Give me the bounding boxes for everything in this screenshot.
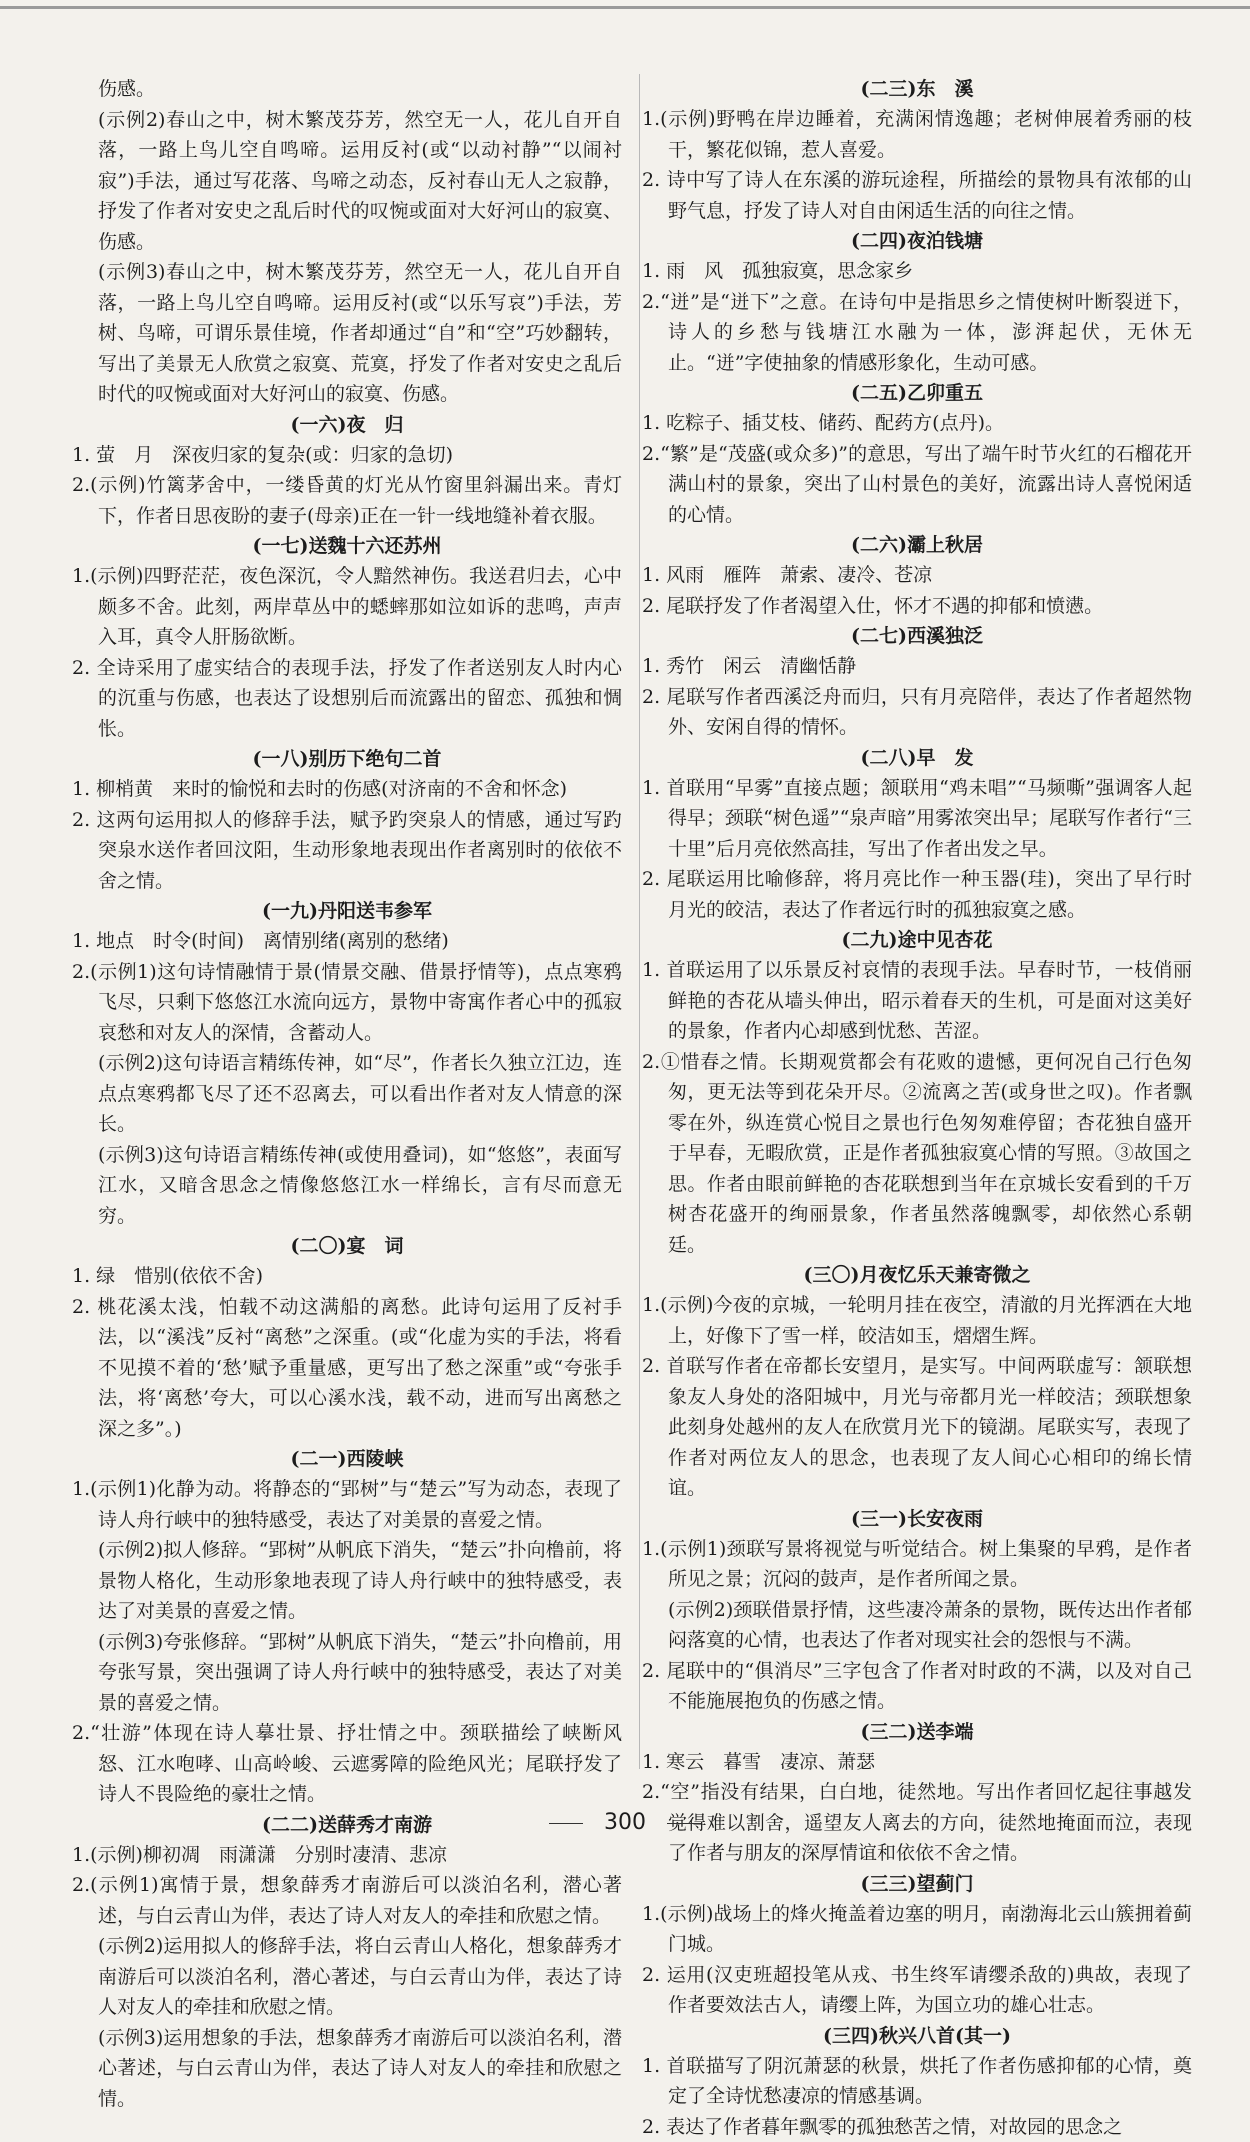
section-title: (三三)望蓟门 [642,1869,1192,1899]
answer-item: 2. 这两句运用拟人的修辞手法，赋予趵突泉人的情感，通过写趵突泉水送作者回汶阳，生动形象地表现出作者离别时的依依不舍之情。 [72,805,622,897]
answer-page [72,74,1192,1774]
answer-item: 1. 首联用“早雾”直接点题；颔联用“鸡未唱”“马频嘶”强调客人起得早；颈联“树色遥”“泉声暗”用雾浓突出早；尾联写作者行“三十里”后月亮依然高挂，写出了作者出发之早。 [642,773,1192,865]
answer-item: 1. 首联运用了以乐景反衬哀情的表现手法。早春时节，一枝俏丽鲜艳的杏花从墙头伸出，昭示着春天的生机，可是面对这美好的景象，作者内心却感到忧愁、苦涩。 [642,955,1192,1047]
section-title: (二八)早 发 [642,743,1192,773]
answer-item: 1. 风雨 雁阵 萧索、凄冷、苍凉 [642,560,1192,591]
answer-item: 1.(示例1)颈联写景将视觉与听觉结合。树上集聚的早鸦，是作者所见之景；沉闷的鼓声，是作者所闻之景。 [642,1534,1192,1595]
answer-item: 1. 寒云 暮雪 凄凉、萧瑟 [642,1747,1192,1778]
footer-dash-right [667,1823,701,1824]
answer-item: 2. 桃花溪太浅，怕载不动这满船的离愁。此诗句运用了反衬手法，以“溪浅”反衬“离愁”之深重。(或“化虚为实的手法，将看不见摸不着的‘愁’赋予重量感，更写出了愁之深重”或“夸张手法，将‘离愁’夸大，可以心溪水浅，载不动，进而写出离愁之深之多”。) [72,1292,622,1445]
answer-item: 2. 全诗采用了虚实结合的表现手法，抒发了作者送别友人时内心的沉重与伤感，也表达了设想别后而流露出的留恋、孤独和惆怅。 [72,653,622,745]
section-title: (二一)西陵峡 [72,1444,622,1474]
answer-item: 1. 地点 时令(时间) 离情别绪(离别的愁绪) [72,926,622,957]
section-title: (三四)秋兴八首(其一) [642,2021,1192,2051]
answer-item: 1. 雨 风 孤独寂寞，思念家乡 [642,256,1192,287]
top-rule [0,6,1250,9]
answer-item: 1. 首联描写了阴沉萧瑟的秋景，烘托了作者伤感抑郁的心情，奠定了全诗忧愁凄凉的情感基调。 [642,2051,1192,2112]
answer-example: (示例2)这句诗语言精练传神，如“尽”，作者长久独立江边，连点点寒鸦都飞尽了还不忍离去，可以看出作者对友人情意的深长。 [72,1048,622,1140]
answer-item: 1.(示例)今夜的京城，一轮明月挂在夜空，清澈的月光挥洒在大地上，好像下了雪一样，皎洁如玉，熠熠生辉。 [642,1290,1192,1351]
section-title: (二七)西溪独泛 [642,621,1192,651]
section-title: (二五)乙卯重五 [642,378,1192,408]
answer-item: 1. 绿 惜别(依依不舍) [72,1261,622,1292]
answer-item: 2. 表达了作者暮年飘零的孤独愁苦之情，对故园的思念之 [642,2112,1192,2142]
answer-item: 2. 尾联运用比喻修辞，将月亮比作一种玉器(珪)，突出了早行时月光的皎洁，表达了作者远行时的孤独寂寞之感。 [642,864,1192,925]
answer-item: 2.“繁”是“茂盛(或众多)”的意思，写出了端午时节火红的石榴花开满山村的景象，突出了山村景色的美好，流露出诗人喜悦闲适的心情。 [642,439,1192,531]
section-title: (一九)丹阳送韦参军 [72,896,622,926]
answer-example: (示例2)颈联借景抒情，这些凄冷萧条的景物，既传达出作者郁闷落寞的心情，也表达了作者对现实社会的怨恨与不满。 [642,1595,1192,1656]
answer-item: 2. 诗中写了诗人在东溪的游玩途程，所描绘的景物具有浓郁的山野气息，抒发了诗人对自由闲适生活的向往之情。 [642,165,1192,226]
answer-item: 1. 秀竹 闲云 清幽恬静 [642,651,1192,682]
answer-item: 1. 萤 月 深夜归家的复杂(或：归家的急切) [72,440,622,471]
section-title: (二四)夜泊钱塘 [642,226,1192,256]
answer-example: (示例3)运用想象的手法，想象薛秀才南游后可以淡泊名利，潜心著述，与白云青山为伴，表达了诗人对友人的牵挂和欣慰之情。 [72,2023,622,2115]
answer-example: (示例2)运用拟人的修辞手法，将白云青山人格化，想象薛秀才南游后可以淡泊名利，潜心著述，与白云青山为伴，表达了诗人对友人的牵挂和欣慰之情。 [72,1931,622,2023]
answer-item: 1.(示例)四野茫茫，夜色深沉，令人黯然神伤。我送君归去，心中颇多不舍。此刻，两岸草丛中的蟋蟀那如泣如诉的悲鸣，声声入耳，真令人肝肠欲断。 [72,561,622,653]
answer-example: (示例3)春山之中，树木繁茂芬芳，然空无一人，花儿自开自落，一路上鸟儿空自鸣啼。运用反衬(或“以乐写哀”)手法，芳树、鸟啼，可谓乐景佳境，作者却通过“自”和“空”巧妙翻转，写出了美景无人欣赏之寂寞、荒寞，抒发了作者对安史之乱后时代的叹惋或面对大好河山的寂寞、伤感。 [72,257,622,410]
answer-item: 1.(示例1)化静为动。将静态的“郢树”与“楚云”写为动态，表现了诗人舟行峡中的独特感受，表达了对美景的喜爱之情。 [72,1474,622,1535]
answer-item: 2.(示例1)这句诗情融情于景(情景交融、借景抒情等)，点点寒鸦飞尽，只剩下悠悠江水流向远方，景物中寄寓作者心中的孤寂哀愁和对友人的深情，含蓄动人。 [72,957,622,1049]
answer-item: 2.“壮游”体现在诗人摹壮景、抒壮情之中。颈联描绘了峡断风怒、江水咆哮、山高岭峻、云遮雾障的险绝风光；尾联抒发了诗人不畏险绝的豪壮之情。 [72,1718,622,1810]
section-title: (二九)途中见杏花 [642,925,1192,955]
footer-dash-left [549,1823,583,1824]
answer-item: 2.(示例1)寓情于景，想象薛秀才南游后可以淡泊名利，潜心著述，与白云青山为伴，表达了诗人对友人的牵挂和欣慰之情。 [72,1870,622,1931]
section-title: (三二)送李端 [642,1717,1192,1747]
section-title: (一六)夜 归 [72,410,622,440]
answer-example: (示例2)拟人修辞。“郢树”从帆底下消失，“楚云”扑向橹前，将景物人格化，生动形象地表现了诗人舟行峡中的独特感受，表达了对美景的喜爱之情。 [72,1535,622,1627]
answer-example: 伤感。 [72,74,622,105]
answer-item: 2.“空”指没有结果，白白地，徒然地。写出作者回忆起往事越发觉得难以割舍，遥望友人离去的方向，徒然地掩面而泣，表现了作者与朋友的深厚情谊和依依不舍之情。 [642,1777,1192,1869]
answer-item: 2.①惜春之情。长期观赏都会有花败的遗憾，更何况自己行色匆匆，更无法等到花朵开尽。②流离之苦(或身世之叹)。作者飘零在外，纵连赏心悦目之景也行色匆匆难停留；杏花独自盛开于早春，无暇欣赏，正是作者孤独寂寞心情的写照。③故国之思。作者由眼前鲜艳的杏花联想到当年在京城长安看到的千万树杏花盛开的绚丽景象，作者虽然落魄飘零，却依然心系朝廷。 [642,1047,1192,1261]
section-title: (二六)灞上秋居 [642,530,1192,560]
answer-example: (示例3)夸张修辞。“郢树”从帆底下消失，“楚云”扑向橹前，用夸张写景，突出强调了诗人舟行峡中的独特感受，表达了对美景的喜爱之情。 [72,1627,622,1719]
answer-item: 1. 吃粽子、插艾枝、储药、配药方(点丹)。 [642,408,1192,439]
answer-item: 2.(示例)竹篱茅舍中，一缕昏黄的灯光从竹窗里斜漏出来。青灯下，作者日思夜盼的妻子(母亲)正在一针一线地缝补着衣服。 [72,470,622,531]
answer-item: 2. 首联写作者在帝都长安望月，是实写。中间两联虚写：颔联想象友人身处的洛阳城中，月光与帝都月光一样皎洁；颈联想象此刻身处越州的友人在欣赏月光下的镜湖。尾联实写，表现了作者对两位友人的思念，也表现了友人间心心相印的绵长情谊。 [642,1351,1192,1504]
answer-example: (示例3)这句诗语言精练传神(或使用叠词)，如“悠悠”，表面写江水，又暗含思念之情像悠悠江水一样绵长，言有尽而意无穷。 [72,1140,622,1232]
section-title: (二二)送薛秀才南游 [72,1810,622,1840]
page-number: 300 [604,1810,646,1835]
section-title: (二三)东 溪 [642,74,1192,104]
answer-item: 2. 运用(汉吏班超投笔从戎、书生终军请缨杀敌的)典故，表现了作者要效法古人，请缨上阵，为国立功的雄心壮志。 [642,1960,1192,2021]
answer-item: 1.(示例)战场上的烽火掩盖着边塞的明月，南渤海北云山簇拥着蓟门城。 [642,1899,1192,1960]
answer-example: (示例2)春山之中，树木繁茂芬芳，然空无一人，花儿自开自落，一路上鸟儿空自鸣啼。运用反衬(或“以动衬静”“以闹衬寂”)手法，通过写花落、鸟啼之动态，反衬春山无人之寂静，抒发了作者对安史之乱后时代的叹惋或面对大好河山的寂寞、伤感。 [72,105,622,258]
right-column [642,74,1192,1774]
answer-item: 2. 尾联抒发了作者渴望入仕，怀才不遇的抑郁和愤懑。 [642,591,1192,622]
answer-item: 2. 尾联中的“俱消尽”三字包含了作者对时政的不满，以及对自己不能施展抱负的伤感之情。 [642,1656,1192,1717]
answer-item: 1.(示例)柳初凋 雨潇潇 分别时凄清、悲凉 [72,1840,622,1871]
section-title: (三〇)月夜忆乐天兼寄微之 [642,1260,1192,1290]
answer-item: 1. 柳梢黄 来时的愉悦和去时的伤感(对济南的不舍和怀念) [72,774,622,805]
answer-item: 2. 尾联写作者西溪泛舟而归，只有月亮陪伴，表达了作者超然物外、安闲自得的情怀。 [642,682,1192,743]
section-title: (一八)别历下绝句二首 [72,744,622,774]
section-title: (二〇)宴 词 [72,1231,622,1261]
page-footer [0,1808,1250,1838]
answer-item: 1.(示例)野鸭在岸边睡着，充满闲情逸趣；老树伸展着秀丽的枝干，繁花似锦，惹人喜爱。 [642,104,1192,165]
section-title: (三一)长安夜雨 [642,1504,1192,1534]
left-column [72,74,622,1774]
answer-item: 2.“迸”是“迸下”之意。在诗句中是指思乡之情使树叶断裂迸下，诗人的乡愁与钱塘江水融为一体，澎湃起伏，无休无止。“迸”字使抽象的情感形象化，生动可感。 [642,287,1192,379]
section-title: (一七)送魏十六还苏州 [72,531,622,561]
